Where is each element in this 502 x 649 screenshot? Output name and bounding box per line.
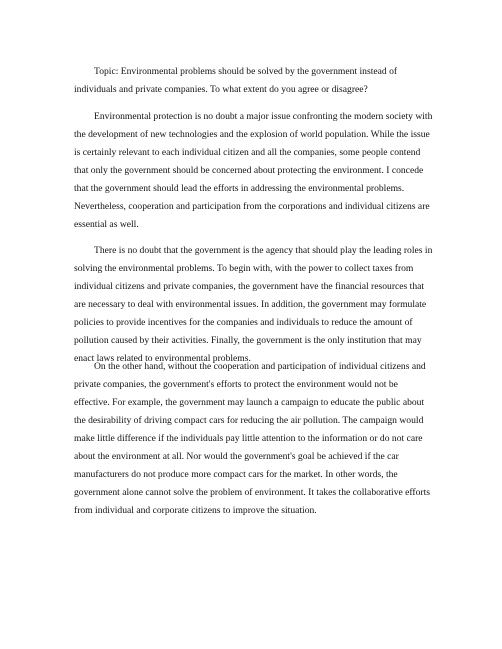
introduction-paragraph: Environmental protection is no doubt a major issue confronting the modern society with the development of new technologies and the explosion of world population. While the issue is certainly relevant to each individual citizen and all the companies, some people contend that only the government should be concerned about protecting the environment. I concede that the government should lead the efforts in addressing the environmental problems. Nevertheless, cooperation and participation from the corporations and individual citizens are essential as well. (74, 111, 433, 230)
body-paragraph-cooperation: On the other hand, without the cooperation and participation of individual citizens and private companies, the government's efforts to protect the environment would not be effective. For example, the government may launch a campaign to educate the public about the desirability of driving compact cars for reducing the air pollution. The campaign would make little difference if the individuals pay little attention to the information or do not care about the environment at all. Nor would the government's goal be achieved if the car manufacturers do not produce more compact cars for the market. In other words, the government alone cannot solve the problem of environment. It takes the collaborative efforts from individual and corporate citizens to improve the situation. (74, 361, 431, 516)
body-paragraph-government-role: There is no doubt that the government is the agency that should play the leading roles in solving the environmental problems. To begin with, with the power to collect taxes from individual citizens and private companies, the government have the financial resources that are necessary to deal with environmental issues. In addition, the government may formulate policies to provide incentives for the companies and individuals to reduce the amount of pollution caused by their activities. Finally, the government is the only institution that may enact laws related to environmental problems. (74, 245, 433, 364)
topic-paragraph: Topic: Environmental problems should be solved by the government instead of individuals and private companies. To what extent do you agree or disagree? (74, 66, 398, 95)
